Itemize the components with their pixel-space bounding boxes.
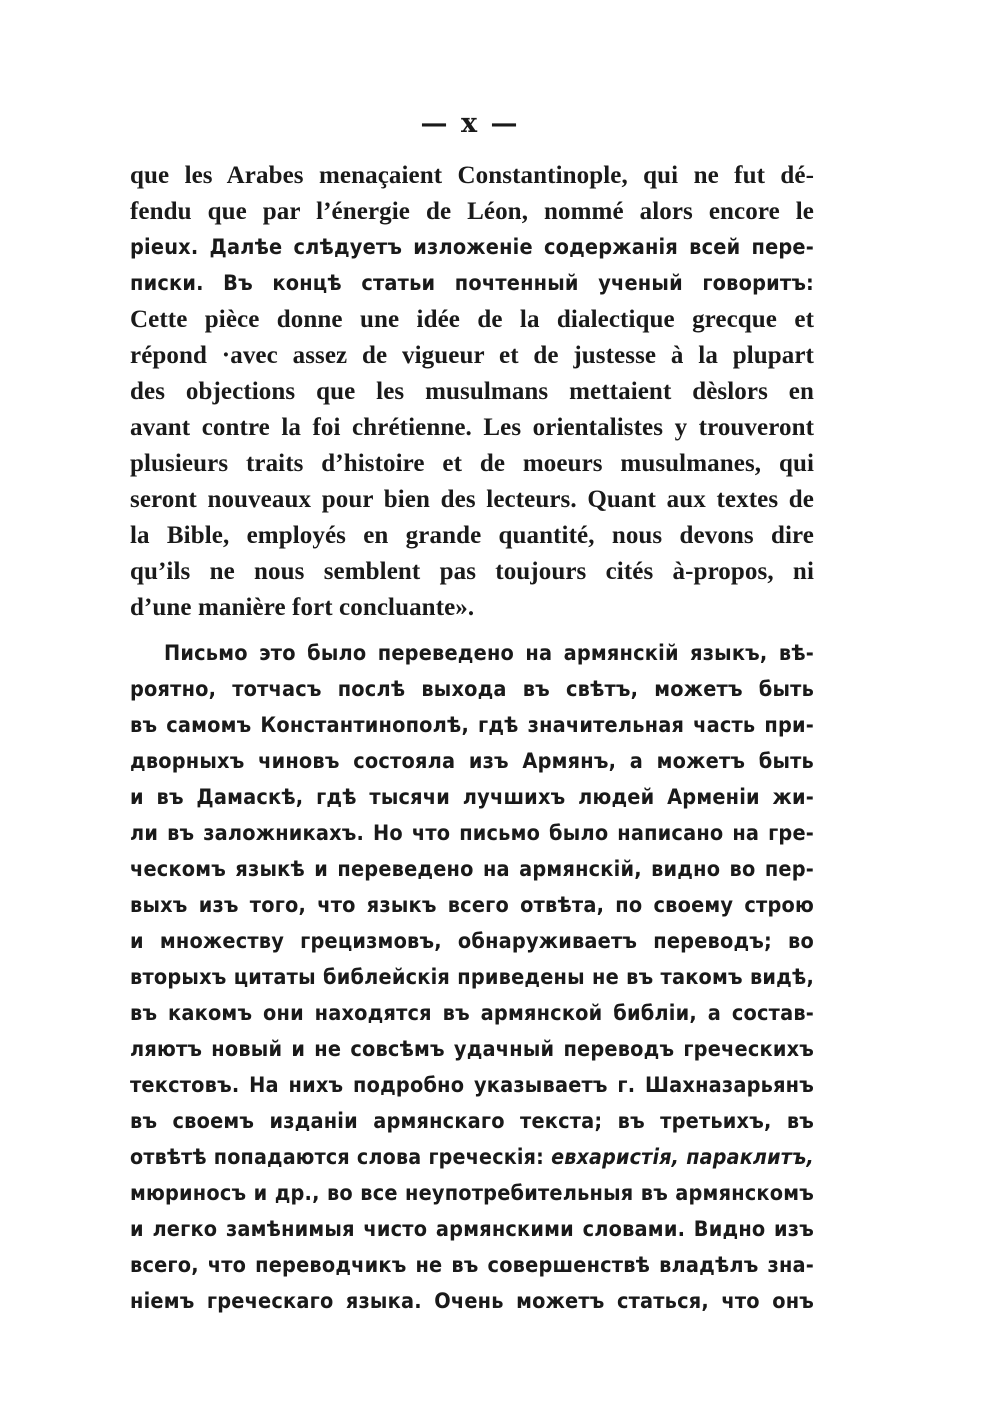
- text-line: pieux. Далѣе слѣдуетъ изложеніе содержанія всей пере-: [130, 235, 814, 260]
- text-line: ли въ заложникахъ. Но что письмо было написано на гре-: [130, 821, 814, 846]
- text-segment: отвѣтѣ попадаются слова греческія:: [130, 1145, 544, 1170]
- text-line: plusieurs traits d’histoire et de moeurs musulmanes, qui: [130, 450, 814, 477]
- text-line: писки. Въ концѣ статьи почтенный ученый говоритъ:: [130, 271, 814, 296]
- text-line: qu’ils ne nous semblent pas toujours cités à-propos, ni: [130, 558, 814, 585]
- text-line: въ какомъ они находятся въ армянской библіи, а состав-: [130, 1001, 814, 1026]
- text-line: текстовъ. На нихъ подробно указываетъ г. Шахназарьянъ: [130, 1073, 814, 1098]
- text-line: que les Arabes menaçaient Constantinople, qui ne fut dé-: [130, 162, 814, 189]
- paragraph-2: [130, 636, 814, 1320]
- text-line: répond ·avec assez de vigueur et de justesse à la plupart: [130, 342, 814, 369]
- italic-word: параклитъ,: [686, 1145, 815, 1170]
- text-line: роятно, тотчасъ послѣ выхода въ свѣтъ, можетъ быть: [130, 677, 814, 702]
- text-line: ніемъ греческаго языка. Очень можетъ статься, что онъ: [130, 1289, 814, 1314]
- text-line: въ своемъ изданіи армянскаго текста; въ третьихъ, въ: [130, 1109, 814, 1134]
- text-line: мюриносъ и др., во все неупотребительныя въ армянскомъ: [130, 1181, 814, 1206]
- text-line: la Bible, employés en grande quantité, nous devons dire: [130, 522, 814, 549]
- text-line: des objections que les musulmans mettaient dèslors en: [130, 378, 814, 405]
- text-line: Письмо это было переведено на армянскій языкъ, вѣ-: [164, 641, 814, 666]
- text-line: дворныхъ чиновъ состояла изъ Армянъ, а можетъ быть: [130, 749, 814, 774]
- text-line: avant contre la foi chrétienne. Les orientalistes y trouveront: [130, 414, 814, 441]
- text-line: и въ Дамаскѣ, гдѣ тысячи лучшихъ людей Арменіи жи-: [130, 785, 814, 810]
- text-line-with-italics: [130, 1140, 814, 1176]
- italic-word: евхаристія,: [551, 1145, 680, 1170]
- text-line: выхъ изъ того, что языкъ всего отвѣта, по своему строю: [130, 893, 814, 918]
- text-line: вторыхъ цитаты библейскія приведены не въ такомъ видѣ,: [130, 965, 814, 990]
- body-text: [130, 158, 814, 1320]
- text-line: всего, что переводчикъ не въ совершенствѣ владѣлъ зна-: [130, 1253, 814, 1278]
- text-line: seront nouveaux pour bien des lecteurs. Quant aux textes de: [130, 486, 814, 513]
- text-line: и легко замѣнимыя чисто армянскими словами. Видно изъ: [130, 1217, 814, 1242]
- text-line: Cette pièce donne une idée de la dialectique grecque et: [130, 306, 814, 333]
- text-line: d’une manière fort concluante».: [130, 594, 475, 621]
- text-line: и множеству грецизмовъ, обнаруживаетъ переводъ; во: [130, 929, 814, 954]
- text-line: ляютъ новый и не совсѣмъ удачный переводъ греческихъ: [130, 1037, 814, 1062]
- text-line: въ самомъ Константинополѣ, гдѣ значительная часть при-: [130, 713, 814, 738]
- paragraph-1: [130, 158, 814, 626]
- page-number: — x —: [420, 108, 520, 139]
- text-line: ческомъ языкѣ и переведено на армянскій, видно во пер-: [130, 857, 814, 882]
- text-line: fendu que par l’énergie de Léon, nommé alors encore le: [130, 198, 814, 225]
